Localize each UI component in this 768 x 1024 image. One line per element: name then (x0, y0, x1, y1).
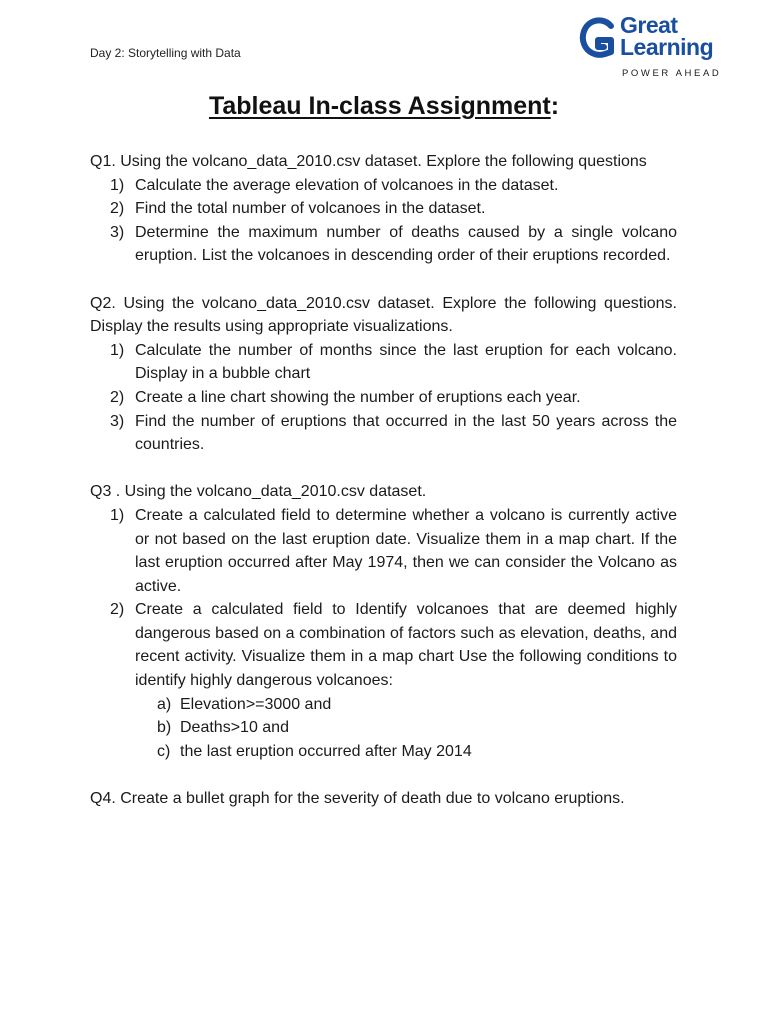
condition-text: the last eruption occurred after May 2014 (180, 742, 472, 760)
list-item-number: 2) (110, 388, 125, 406)
question-2-intro: Q2. Using the volcano_data_2010.csv dataset. Explore the following questions. Display the results using appropriate visualizations. (90, 294, 677, 336)
page-title-text: Tableau In-class Assignment (208, 92, 551, 120)
list-item-number: 1) (110, 176, 125, 194)
assignment-body (90, 150, 677, 811)
question-4-intro: Q4. Create a bullet graph for the severity of death due to volcano eruptions. (90, 790, 625, 808)
spacer (90, 268, 677, 292)
list-item (90, 197, 677, 221)
brand-line1: Great (620, 12, 678, 38)
list-item (90, 174, 677, 198)
list-item (90, 386, 677, 410)
question-2-list (90, 339, 677, 457)
list-item-number: 2) (110, 200, 125, 218)
page-title (0, 92, 768, 121)
list-item-text: Create a line chart showing the number of eruptions each year. (135, 388, 581, 406)
condition-item (135, 740, 677, 764)
list-item (90, 598, 677, 763)
question-1-list (90, 174, 677, 268)
list-item (90, 221, 677, 268)
list-item-number: 3) (110, 412, 125, 430)
great-learning-logo (578, 12, 738, 82)
brand-tagline: POWER AHEAD (622, 68, 722, 79)
question-3-list (90, 504, 677, 764)
document-header-text: Day 2: Storytelling with Data (90, 46, 241, 60)
list-item-number: 2) (110, 601, 125, 619)
condition-text: Deaths>10 and (180, 719, 289, 737)
condition-letter: b) (157, 719, 172, 737)
question-2 (90, 292, 677, 457)
condition-letter: c) (157, 742, 171, 760)
question-3 (90, 480, 677, 763)
list-item-number: 1) (110, 341, 125, 359)
list-item (90, 504, 677, 598)
condition-list (135, 693, 677, 764)
list-item (90, 339, 677, 386)
question-1 (90, 150, 677, 268)
question-1-intro: Q1. Using the volcano_data_2010.csv dataset. Explore the following questions (90, 153, 647, 170)
list-item-text: Create a calculated field to Identify volcanoes that are deemed highly dangerous based on a combination of factors such as elevation, deaths, and recent activity. Visualize them in a map chart Use the following conditions to identify highly dangerous volcanoes: (135, 601, 677, 690)
spacer (90, 763, 677, 787)
question-4 (90, 787, 677, 811)
list-item-text: Find the total number of volcanoes in the dataset. (135, 200, 486, 218)
list-item (90, 410, 677, 457)
condition-text: Elevation>=3000 and (180, 695, 332, 713)
condition-item (135, 693, 677, 717)
list-item-text: Create a calculated field to determine whether a volcano is currently active or not based on the last eruption date. Visualize them in a map chart. If the last eruption occurred after May 1974, then we can consider the Volcano as active. (135, 506, 677, 595)
list-item-number: 1) (110, 506, 125, 524)
list-item-text: Determine the maximum number of deaths caused by a single volcano eruption. List the volcanoes in descending order of their eruptions recorded. (135, 223, 677, 265)
question-3-intro: Q3 . Using the volcano_data_2010.csv dataset. (90, 483, 427, 501)
condition-letter: a) (157, 695, 172, 713)
spacer (90, 457, 677, 481)
brand-line2: Learning (620, 34, 714, 60)
list-item-text: Calculate the average elevation of volcanoes in the dataset. (135, 176, 559, 194)
page-title-suffix: : (550, 92, 560, 120)
condition-item (135, 716, 677, 740)
list-item-text: Calculate the number of months since the last eruption for each volcano. Display in a bubble chart (135, 341, 677, 383)
list-item-text: Find the number of eruptions that occurred in the last 50 years across the countries. (135, 412, 677, 454)
great-learning-g-icon (578, 16, 618, 66)
list-item-number: 3) (110, 223, 125, 241)
